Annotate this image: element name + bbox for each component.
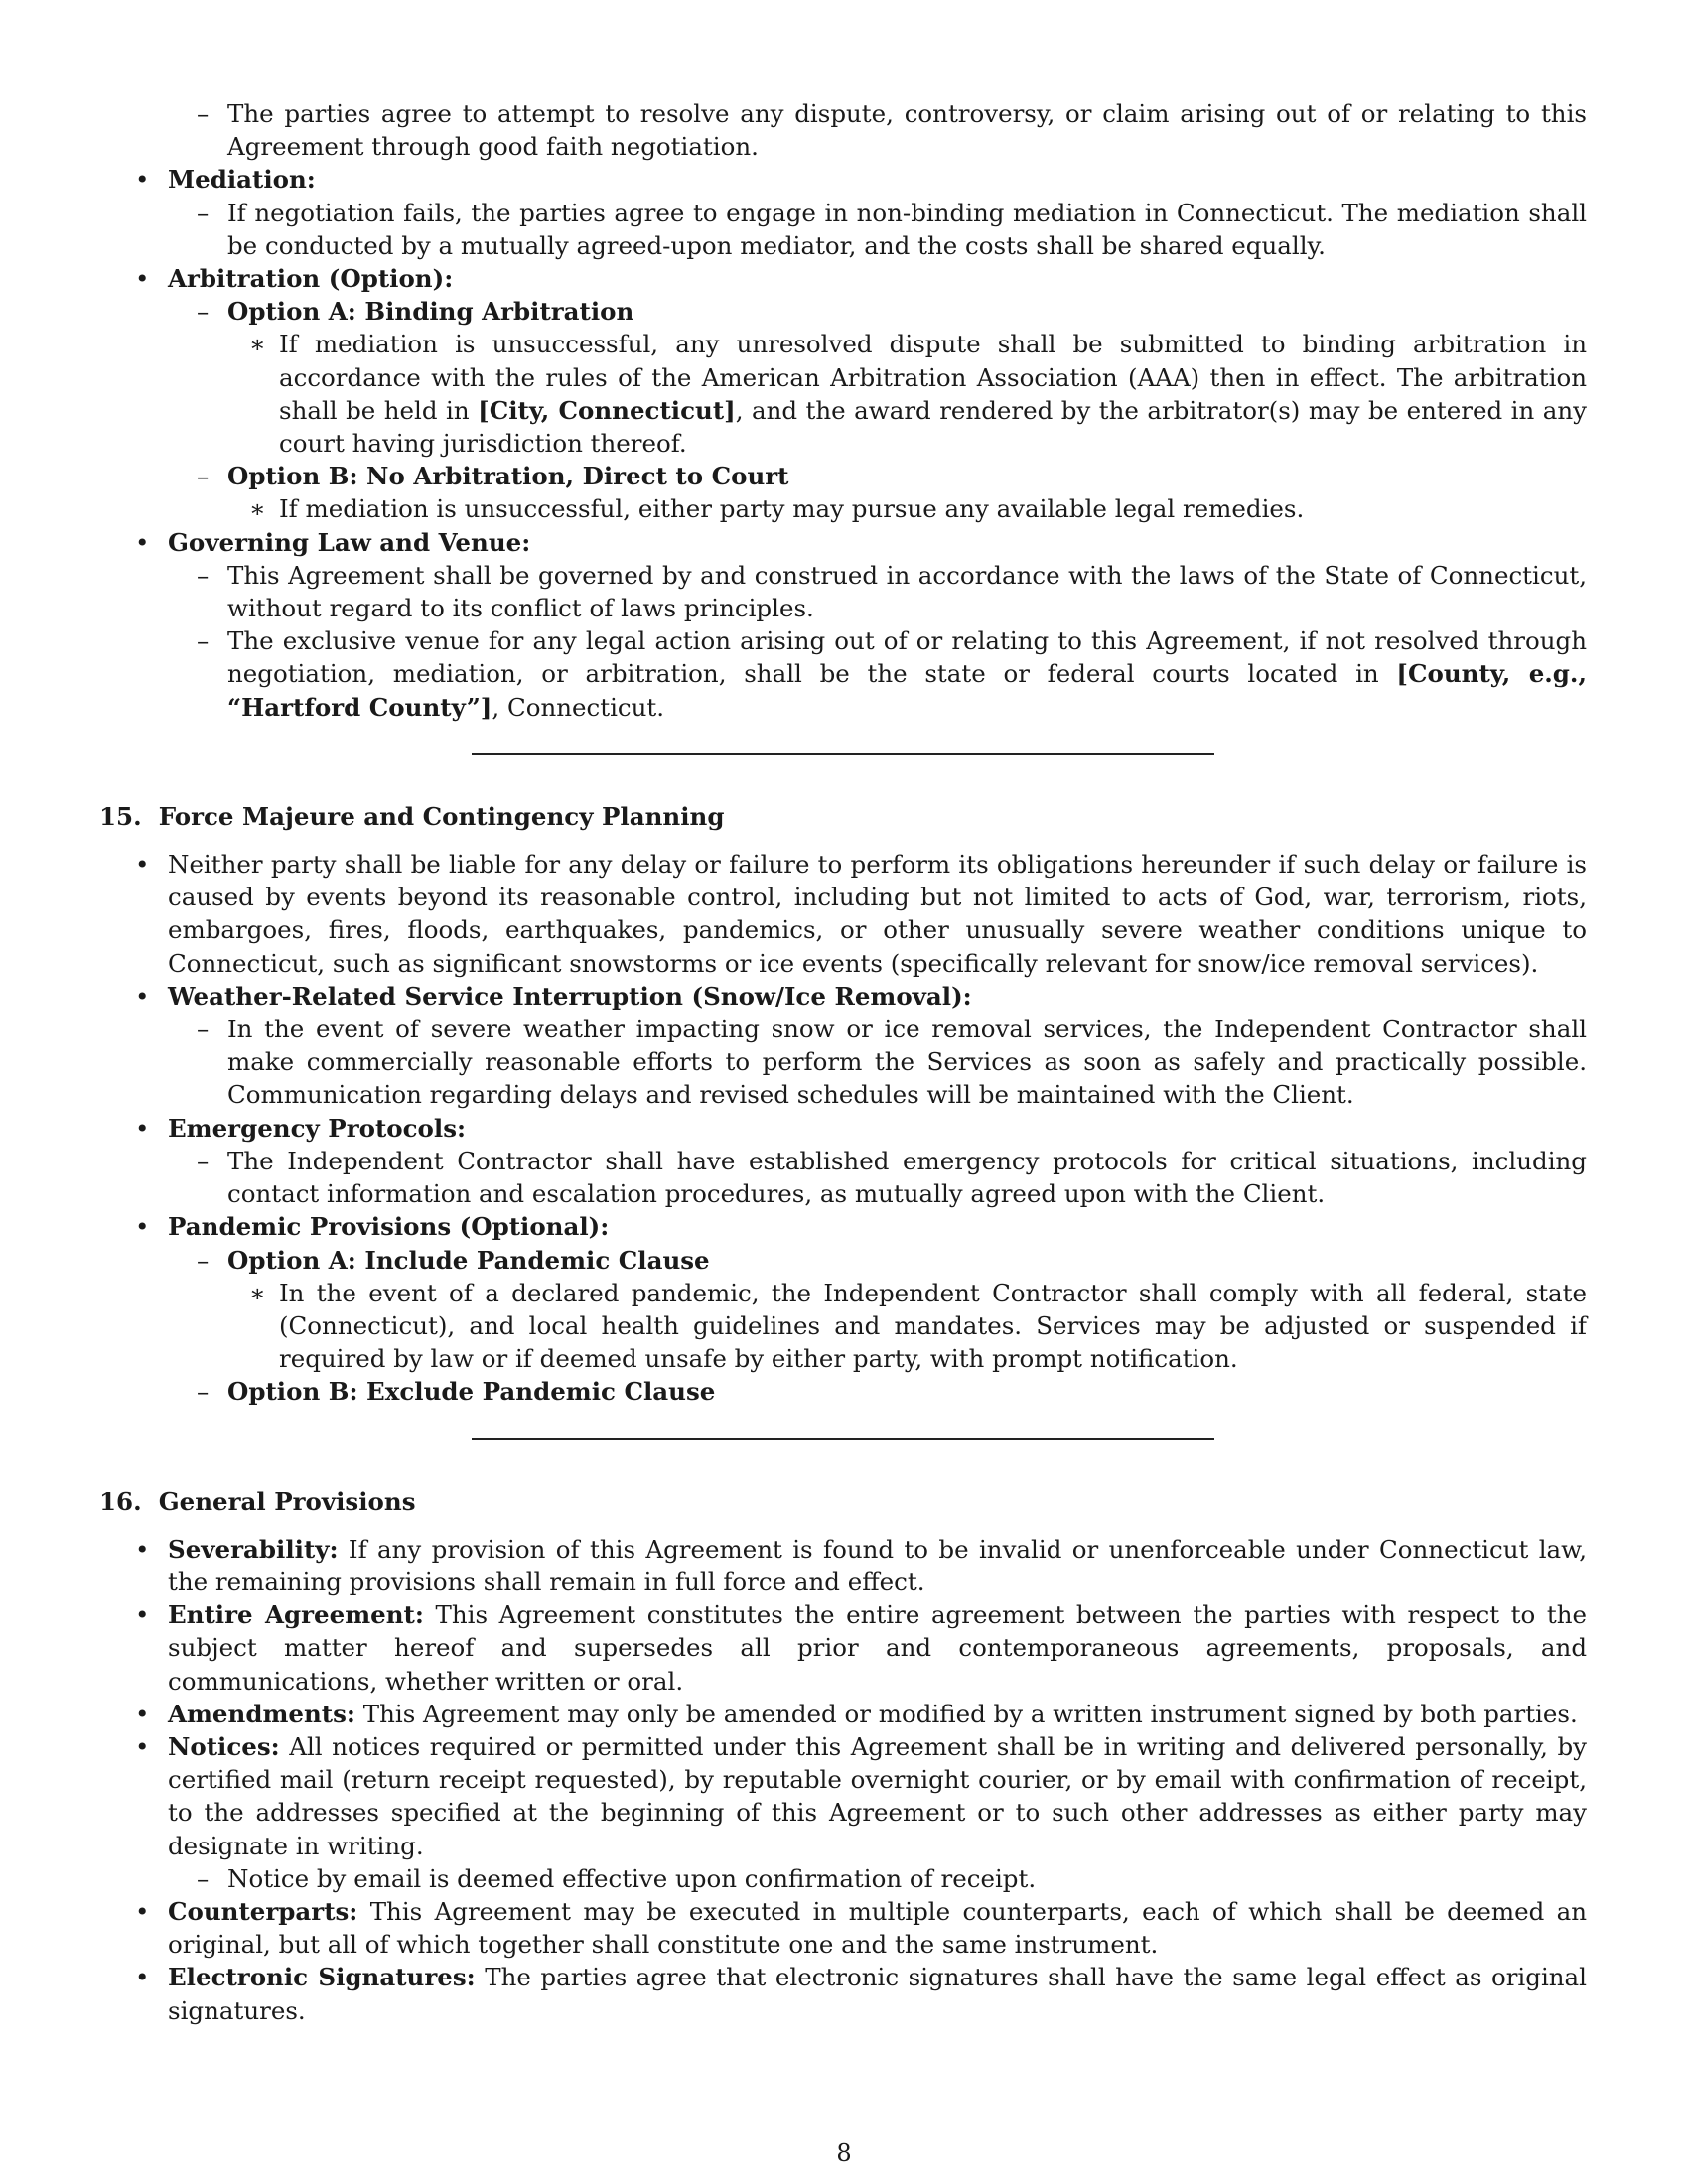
- venue-text: – The exclusive venue for any legal action arising out of or relating to this Agreement, if not resolved through negotiation, mediation, or arbitration, shall be the state or federal courts located in [County, e.g., “Hartford County”], Connecticut.: [197, 626, 1587, 722]
- dash-marker: –: [197, 560, 210, 590]
- bullet-marker: •: [135, 264, 150, 294]
- bullet-marker: •: [135, 165, 150, 195]
- dash-marker: –: [197, 297, 210, 327]
- mediation-item: • Mediation:: [99, 163, 1587, 196]
- emergency-protocols-text: – The Independent Contractor shall have established emergency protocols for critical situations, including contact information and escalation procedures, as mutually agreed upon with the Client.: [197, 1146, 1587, 1209]
- mediation-text: – If negotiation fails, the parties agree to engage in non-binding mediation in Connecticut. The mediation shall be conducted by a mutually agreed-upon mediator, and the costs shall be shared equally.: [197, 198, 1587, 260]
- pandemic-provisions-item: • Pandemic Provisions (Optional):: [99, 1210, 1587, 1243]
- bullet-marker: •: [135, 1113, 150, 1143]
- section-16-heading: 16. General Provisions: [99, 1486, 416, 1516]
- bullet-marker: •: [135, 1534, 150, 1564]
- amendments-item: • Amendments: This Agreement may only be amended or modified by a written instrument signed by both parties.: [99, 1698, 1587, 1730]
- governing-law-item: • Governing Law and Venue:: [99, 526, 1587, 559]
- counterparts-item: • Counterparts: This Agreement may be executed in multiple counterparts, each of which shall be deemed an original, but all of which together shall constitute one and the same instrument.: [135, 1896, 1587, 1960]
- emergency-protocols-item: • Emergency Protocols:: [99, 1112, 1587, 1145]
- governing-law-text: – This Agreement shall be governed by and construed in accordance with the laws of the State of Connecticut, without regard to its conflict of laws principles.: [197, 560, 1587, 623]
- asterisk-marker: ∗: [249, 494, 266, 524]
- dash-marker: –: [197, 99, 210, 128]
- dash-marker: –: [197, 626, 210, 656]
- arbitration-option-b: – Option B: No Arbitration, Direct to Court: [99, 460, 1587, 492]
- weather-interruption-item: • Weather-Related Service Interruption (Snow/Ice Removal):: [99, 980, 1587, 1013]
- dash-marker: –: [197, 1245, 210, 1275]
- force-majeure-intro: • Neither party shall be liable for any delay or failure to perform its obligations hereunder if such delay or failure is caused by events beyond its reasonable control, including but not limited to acts of God, war, terrorism, riots, embargoes, fires, floods, earthquakes, pandemics, or other unusually severe weather conditions unique to Connecticut, such as significant snowstorms or ice events (specifically relevant for snow/ice removal services).: [135, 850, 1587, 978]
- dispute-resolution-continued: [99, 97, 1587, 724]
- pandemic-option-a-text: ∗ In the event of a declared pandemic, the Independent Contractor shall comply with all federal, state (Connecticut), and local health guidelines and mandates. Services may be adjusted or suspended if required by law or if deemed unsafe by either party, with prompt notification.: [249, 1278, 1587, 1374]
- arbitration-option-a-text: ∗ If mediation is unsuccessful, any unresolved dispute shall be submitted to binding arbitration in accordance with the rules of the American Arbitration Association (AAA) then in effect. The arbitration shall be held in [City, Connecticut], and the award rendered by the arbitrator(s) may be entered in any court having jurisdiction thereof.: [249, 330, 1587, 459]
- bullet-marker: •: [135, 1731, 150, 1761]
- negotiation-item: – The parties agree to attempt to resolve any dispute, controversy, or claim arising out of or relating to this Agreement through good faith negotiation.: [197, 99, 1587, 162]
- section-16-list: [99, 1533, 1587, 2027]
- severability-item: • Severability: If any provision of this Agreement is found to be invalid or unenforceable under Connecticut law, the remaining provisions shall remain in full force and effect.: [135, 1534, 1587, 1596]
- bullet-marker: •: [135, 1963, 150, 1992]
- notices-sub-item: – Notice by email is deemed effective upon confirmation of receipt.: [99, 1862, 1587, 1895]
- dash-marker: –: [197, 1015, 210, 1044]
- asterisk-marker: ∗: [249, 1278, 266, 1307]
- pandemic-option-a: – Option A: Include Pandemic Clause: [99, 1244, 1587, 1277]
- arbitration-option-a: – Option A: Binding Arbitration: [99, 295, 1587, 328]
- dash-marker: –: [197, 1863, 210, 1893]
- page-content: [99, 97, 1587, 2027]
- section-15-list: [99, 848, 1587, 1408]
- bullet-marker: •: [135, 1212, 150, 1242]
- page-number: 8: [836, 2139, 852, 2167]
- bullet-marker: •: [135, 527, 150, 557]
- section-divider: [472, 1438, 1214, 1440]
- dash-marker: –: [197, 1146, 210, 1175]
- section-divider: [472, 753, 1214, 755]
- dash-marker: –: [197, 198, 210, 227]
- dash-marker: –: [197, 462, 210, 491]
- arbitration-option-b-text: ∗ If mediation is unsuccessful, either party may pursue any available legal remedies.: [99, 492, 1587, 525]
- notices-item: • Notices: All notices required or permitted under this Agreement shall be in writing and delivered personally, by certified mail (return receipt requested), by reputable overnight courier, or by email with confirmation of receipt, to the addresses specified at the beginning of this Agreement or to such other addresses as either party may designate in writing.: [135, 1731, 1587, 1860]
- bullet-marker: •: [135, 1600, 150, 1630]
- bullet-marker: •: [135, 850, 150, 880]
- asterisk-marker: ∗: [249, 330, 266, 359]
- section-15-heading: 15. Force Majeure and Contingency Planning: [99, 801, 725, 831]
- bullet-marker: •: [135, 1896, 150, 1926]
- dash-marker: –: [197, 1377, 210, 1407]
- weather-interruption-text: – In the event of severe weather impacting snow or ice removal services, the Independent Contractor shall make commercially reasonable efforts to perform the Services as soon as safely and practically possible. Communication regarding delays and revised schedules will be maintained with the Client.: [197, 1015, 1587, 1110]
- arbitration-item: • Arbitration (Option):: [99, 262, 1587, 295]
- entire-agreement-item: • Entire Agreement: This Agreement constitutes the entire agreement between the parties with respect to the subject matter hereof and supersedes all prior and contemporaneous agreements, proposals, and communications, whether written or oral.: [135, 1600, 1588, 1696]
- pandemic-option-b: – Option B: Exclude Pandemic Clause: [99, 1375, 1587, 1408]
- bullet-marker: •: [135, 981, 150, 1011]
- electronic-signatures-item: • Electronic Signatures: The parties agree that electronic signatures shall have the same legal effect as original signatures.: [135, 1963, 1587, 2025]
- bullet-marker: •: [135, 1699, 150, 1728]
